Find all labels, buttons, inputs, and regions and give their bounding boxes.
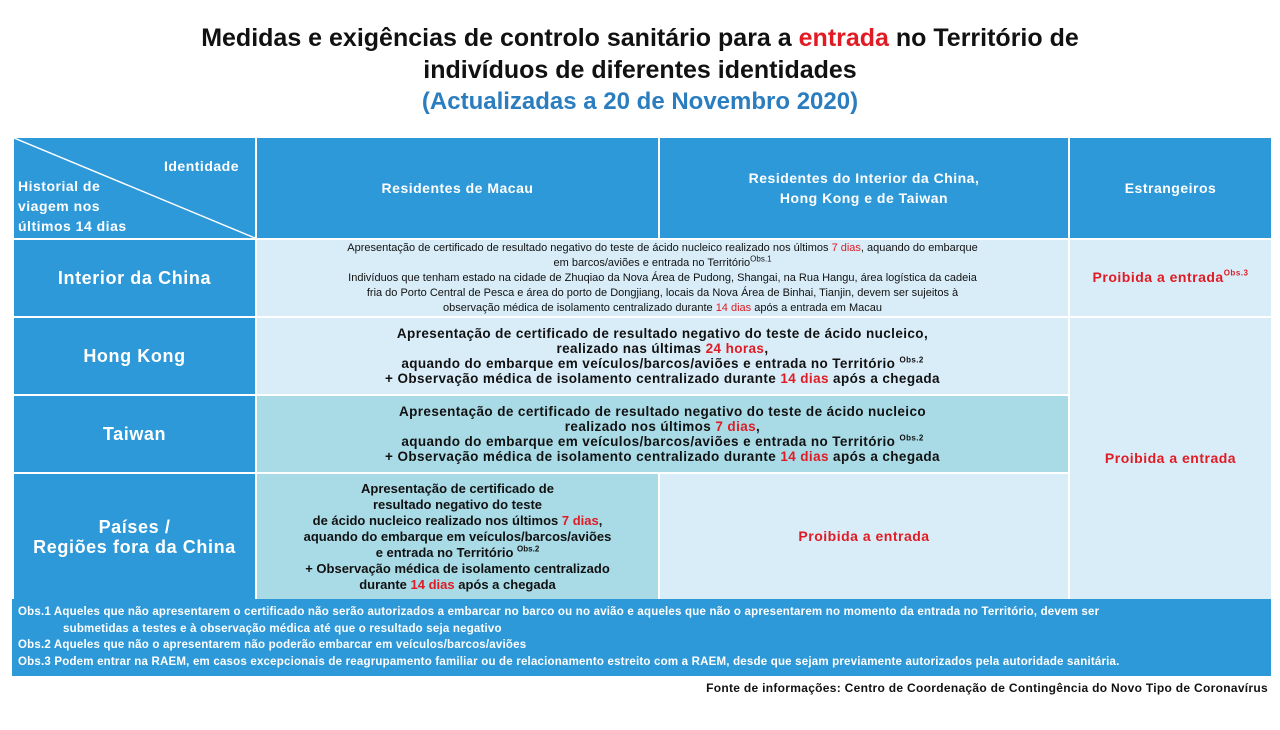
identity-label: Identidade (163, 158, 239, 174)
note-obs1-continued: submetidas a testes e à observação médica até que o resultado seja negativo (63, 622, 502, 635)
foreigners-prohibited-cell: Proibida a entrada (1069, 317, 1272, 600)
other-countries-macau-requirements: Apresentação de certificado de resultado negativo do teste de ácido nucleico realizado nos últimos 7 dias, aquando do embarque em veículos/barcos/aviões e entrada no Território $^{Obs.2}$ + Observação médica de isolamento centralizado durante 14 dias após a chegada (256, 473, 659, 600)
interior-requirements: Apresentação de certificado de resultado negativo do teste de ácido nucleico realizado nos últimos 7 dias, aquando do embarque em barcos/aviões e entrada no Território$^{Obs.1}$ Indivíduos que tenham estado na cidade de Zhuqiao da Nova Área de Pudong, Shangai, na Rua Hangu, área logística da cadeia fria do Porto Central de Pesca e área do porto de Dongjiang, locais da Nova Área de Binhai, Tianjin, devem ser sujeitos à observação médica de isolamento centralizado durante 14 dias após a entrada em Macau (256, 239, 1069, 317)
row-label-interior: Interior da China (13, 239, 256, 317)
header-interior-residents: Residentes do Interior da China, Hong Kong e de Taiwan (659, 137, 1069, 239)
travel-history-label: Historial de viagem nos últimos 14 dias (18, 178, 127, 234)
measures-table (12, 136, 1273, 601)
header-macau-residents: Residentes de Macau (256, 137, 659, 239)
notes-panel (12, 599, 1271, 676)
page-title (0, 22, 1280, 118)
source-credit: Fonte de informações: Centro de Coordenação de Contingência do Novo Tipo de Coronavírus (706, 681, 1268, 695)
hong-kong-requirements: Apresentação de certificado de resultado negativo do teste de ácido nucleico, realizado nas últimas 24 horas, aquando do embarque em veículos/barcos/aviões e entrada no Território $^{Obs.2}$ + Observação médica de isolamento centralizado durante 14 dias após a chegada (256, 317, 1069, 395)
title-date: (Actualizadas a 20 de Novembro 2020) (421, 88, 859, 115)
row-label-other-countries: Países / Regiões fora da China (13, 473, 256, 600)
row-label-taiwan: Taiwan (13, 395, 256, 473)
other-countries-prohibited-cell: Proibida a entrada (659, 473, 1069, 600)
note-obs3: Obs.3 Podem entrar na RAEM, em casos excepcionais de reagrupamento familiar ou de relacionamento estreito com a RAEM, desde que sejam previamente autorizados pela autoridade sanitária. (18, 655, 1120, 668)
diagonal-header-cell (13, 137, 256, 239)
note-obs1: Obs.1 Aqueles que não apresentarem o certificado não serão autorizados a embarcar no barco ou no avião e aqueles que não o apresentarem no momento da entrada no Território, devem ser (18, 606, 1100, 618)
title-highlight: entrada (798, 24, 889, 52)
header-foreigners: Estrangeiros (1069, 137, 1272, 239)
row-label-hong-kong: Hong Kong (13, 317, 256, 395)
title-line-2: indivíduos de diferentes identidades (423, 56, 857, 84)
row-hong-kong (13, 317, 1272, 395)
note-obs2: Obs.2 Aqueles que não o apresentarem não poderão embarcar em veículos/barcos/aviões (18, 639, 527, 651)
taiwan-requirements: Apresentação de certificado de resultado negativo do teste de ácido nucleico realizado nos últimos 7 dias, aquando do embarque em veículos/barcos/aviões e entrada no Território $^{Obs.2}$ + Observação médica de isolamento centralizado durante 14 dias após a chegada (256, 395, 1069, 473)
title-line-1: Medidas e exigências de controlo sanitário para a entrada no Território de (201, 24, 1079, 52)
row-interior-china (13, 239, 1272, 317)
table-header-row (13, 137, 1272, 239)
interior-foreigners-cell: Proibida a entrada$^{Obs.3}$ (1069, 239, 1272, 317)
